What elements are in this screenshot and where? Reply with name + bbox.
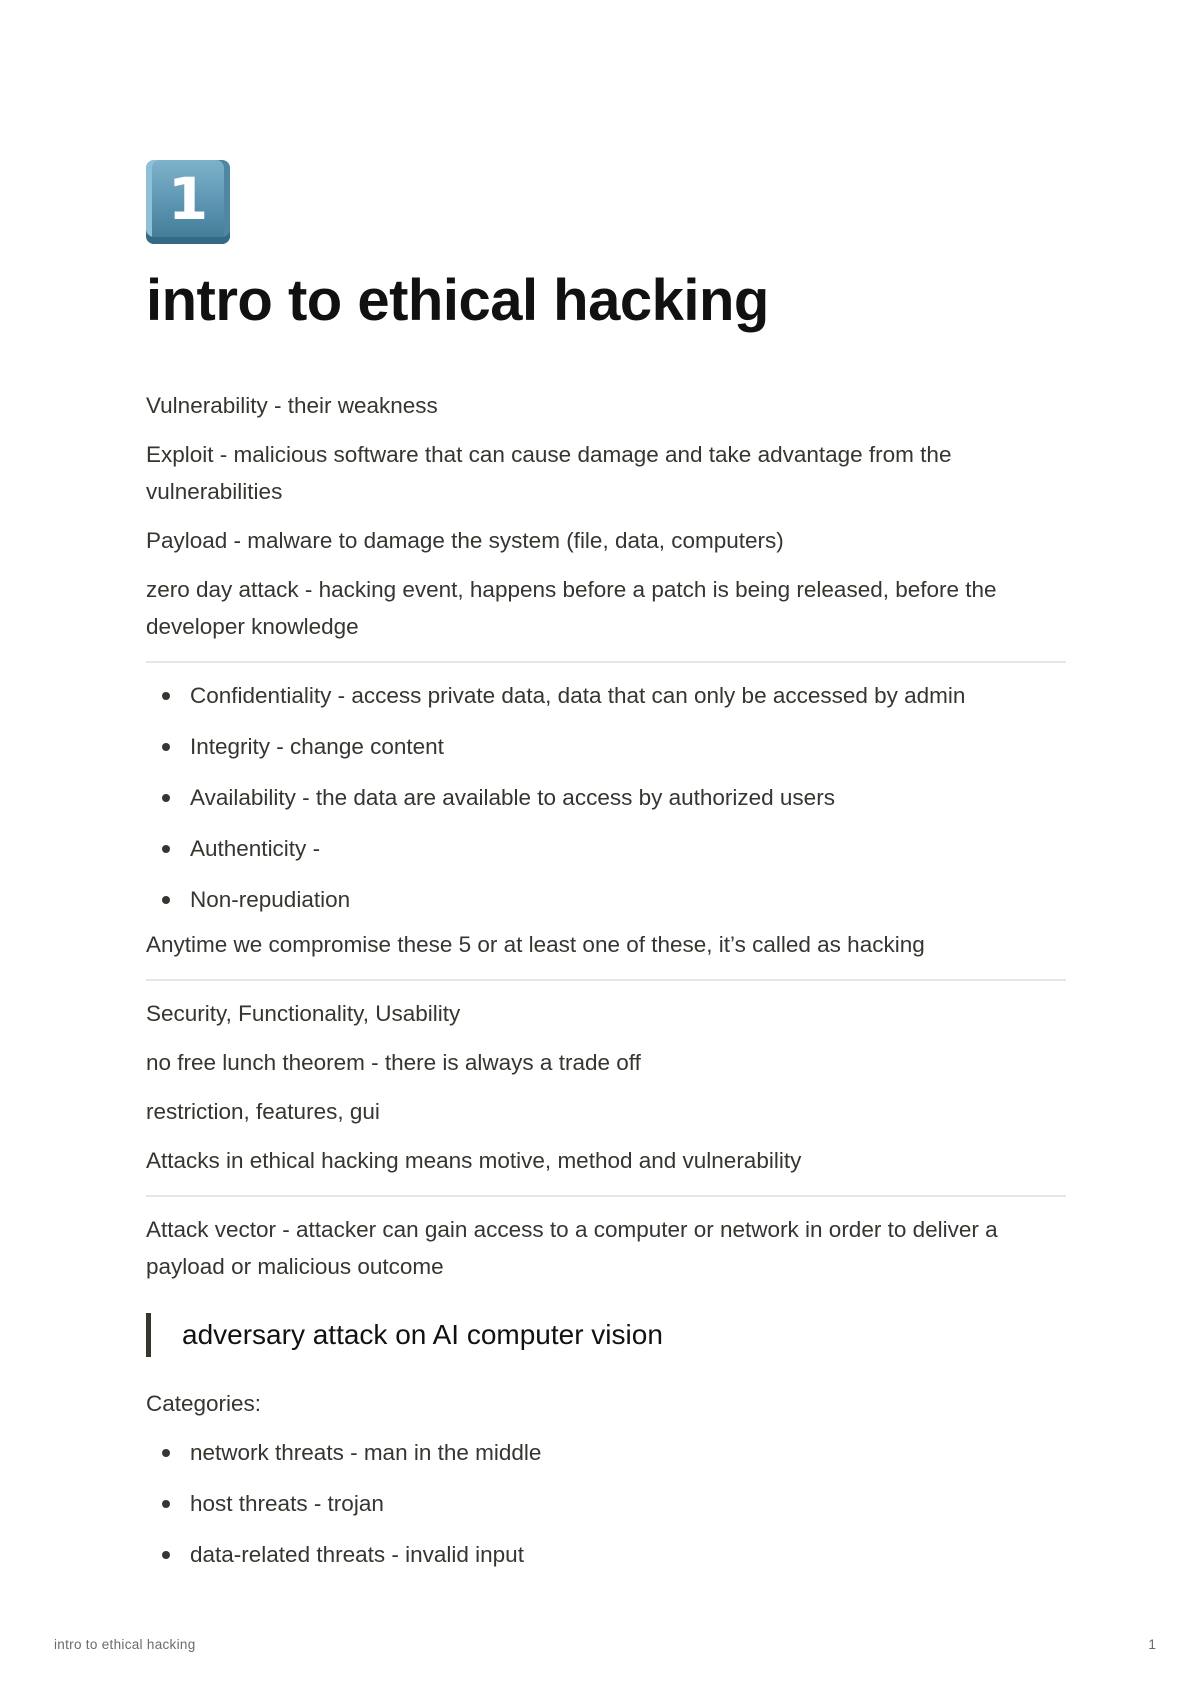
list-item — [146, 728, 1066, 765]
list-item-text: Authenticity - — [190, 835, 321, 861]
page-title: intro to ethical hacking — [146, 268, 769, 333]
bullet-icon — [162, 1551, 170, 1559]
bullet-icon — [162, 743, 170, 751]
list-item — [146, 1434, 1066, 1471]
list-item — [146, 830, 1066, 867]
list-item-text: Availability - the data are available to access by authorized users — [190, 784, 835, 810]
list-item-text: network threats - man in the middle — [190, 1439, 542, 1465]
list-item-text: Confidentiality - access private data, data that can only be accessed by admin — [190, 682, 966, 708]
tradeoff-mapping: restriction, features, gui — [146, 1098, 380, 1124]
tradeoff-theorem: no free lunch theorem - there is always a trade off — [146, 1049, 641, 1075]
bullet-icon — [162, 794, 170, 802]
bullet-icon — [162, 845, 170, 853]
definition-payload: Payload - malware to damage the system (file, data, computers) — [146, 527, 784, 553]
list-item-text: Non-repudiation — [190, 886, 351, 912]
divider — [146, 979, 1066, 981]
list-item — [146, 881, 1066, 918]
divider — [146, 1195, 1066, 1197]
list-item — [146, 1536, 1066, 1573]
categories-label: Categories: — [146, 1390, 262, 1416]
divider — [146, 661, 1066, 663]
bullet-icon — [162, 1500, 170, 1508]
list-item-text: host threats - trojan — [190, 1490, 384, 1516]
definitions-section — [146, 387, 1066, 645]
keycap-digit-one-icon — [146, 160, 230, 244]
list-item — [146, 779, 1066, 816]
page-icon-glyph: 1 — [167, 165, 209, 233]
cia-summary: Anytime we compromise these 5 or at least one of these, it’s called as hacking — [146, 931, 925, 957]
categories-list — [146, 1434, 1066, 1573]
tradeoff-attacks: Attacks in ethical hacking means motive, method and vulnerability — [146, 1147, 802, 1173]
list-item-text: data-related threats - invalid input — [190, 1541, 524, 1567]
attack-vector-text: Attack vector - attacker can gain access to a computer or network in order to deliver a payload or malicious outcome — [146, 1216, 998, 1279]
tradeoff-triad: Security, Functionality, Usability — [146, 1000, 461, 1026]
cia-list — [146, 677, 1066, 918]
list-item-text: Integrity - change content — [190, 733, 444, 759]
bullet-icon — [162, 1449, 170, 1457]
quote-block: adversary attack on AI computer vision — [146, 1313, 1066, 1357]
definition-zero-day: zero day attack - hacking event, happens before a patch is being released, before the developer knowledge — [146, 576, 997, 639]
list-item — [146, 677, 1066, 714]
definition-exploit: Exploit - malicious software that can cause damage and take advantage from the vulnerabilities — [146, 441, 952, 504]
list-item — [146, 1485, 1066, 1522]
tradeoff-section — [146, 995, 1066, 1179]
footer-title: intro to ethical hacking — [54, 1637, 196, 1652]
bullet-icon — [162, 896, 170, 904]
page-content — [146, 160, 1066, 1587]
footer-page-number: 1 — [1148, 1636, 1156, 1652]
definition-vulnerability: Vulnerability - their weakness — [146, 392, 438, 418]
bullet-icon — [162, 692, 170, 700]
